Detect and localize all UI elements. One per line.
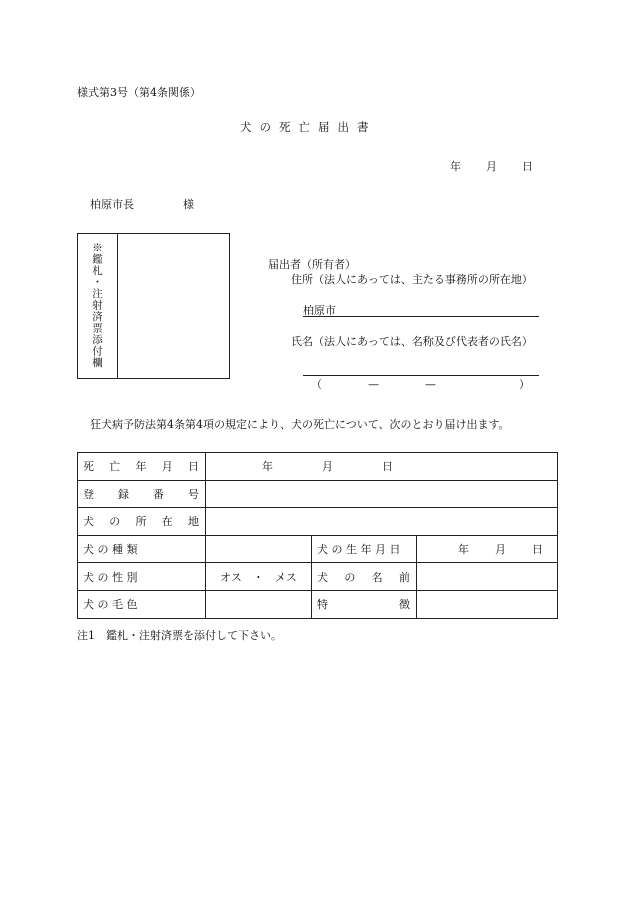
table-row: [78, 508, 558, 536]
dog-name-label: [312, 563, 417, 591]
stamp-box-label-text: ※鑑札・注射済票添付欄: [91, 242, 103, 369]
death-day-unit: 日: [382, 460, 393, 473]
dog-name-value[interactable]: [417, 563, 558, 591]
name-underline[interactable]: [303, 375, 539, 376]
dog-location-value[interactable]: [206, 508, 558, 536]
label-char: 死: [83, 460, 94, 474]
birth-year-unit: 年: [458, 542, 469, 556]
death-year-unit: 年: [262, 460, 273, 473]
date-day: 日: [522, 160, 533, 173]
label-char: 録: [118, 487, 129, 501]
features-value[interactable]: [417, 590, 558, 618]
label-char: 亡: [109, 460, 121, 474]
death-month-unit: 月: [322, 460, 333, 473]
label-char: の: [344, 570, 356, 584]
stamp-attachment-box: [77, 233, 230, 379]
label-char: 在: [161, 515, 173, 529]
label-char: 前: [398, 570, 410, 584]
label-char: 号: [188, 487, 199, 501]
label-char: 徴: [399, 598, 410, 612]
applicant-address-value[interactable]: 柏原市: [303, 304, 336, 317]
applicant-address-label: 住所（法人にあっては、主たる事務所の所在地）: [291, 273, 533, 286]
phone-open-paren: （: [311, 378, 322, 391]
table-row: [78, 563, 558, 591]
label-char: 日: [188, 460, 199, 474]
birthdate-label: 犬 の 生 年 月 日: [312, 535, 417, 563]
coat-color-label: 犬 の 毛 色: [78, 590, 206, 618]
coat-color-value[interactable]: [206, 590, 312, 618]
features-label: [312, 590, 417, 618]
form-number: 様式第3号（第4条関係）: [77, 86, 201, 99]
sex-value[interactable]: オス ・ メス: [206, 563, 312, 591]
date-month: 月: [486, 160, 497, 173]
phone-dash-2: —: [425, 378, 436, 391]
addressee-honorific: 様: [183, 198, 194, 211]
dog-details-table: [77, 452, 558, 619]
birth-month-unit: 月: [495, 542, 506, 556]
birthdate-value[interactable]: [417, 535, 558, 563]
label-char: の: [109, 515, 121, 529]
label-char: 年: [135, 460, 147, 474]
statement-text: 狂犬病予防法第4条第4項の規定により、犬の死亡について、次のとおり届け出ます。: [90, 418, 510, 431]
table-row: [78, 480, 558, 508]
table-row: [78, 590, 558, 618]
death-date-label: [78, 453, 206, 481]
breed-value[interactable]: [206, 535, 312, 563]
phone-close-paren: ）: [519, 378, 530, 391]
footnote: 注1 鑑札・注射済票を添付して下さい。: [77, 629, 282, 642]
breed-label: 犬 の 種 類: [78, 535, 206, 563]
label-char: 登: [83, 487, 94, 501]
registration-number-label: [78, 480, 206, 508]
registration-number-value[interactable]: [206, 480, 558, 508]
dog-location-label: [78, 508, 206, 536]
table-row: [78, 535, 558, 563]
label-char: 犬: [83, 515, 94, 529]
death-date-value[interactable]: [206, 453, 558, 481]
label-char: 所: [135, 515, 147, 529]
document-title: 犬の死亡届出書: [240, 120, 377, 134]
phone-dash-1: —: [368, 378, 379, 391]
label-char: 番: [153, 487, 164, 501]
label-char: 特: [317, 598, 328, 612]
address-underline: [303, 316, 539, 317]
birth-day-unit: 日: [532, 542, 543, 556]
label-char: 犬: [317, 570, 328, 584]
table-row: [78, 453, 558, 481]
label-char: 月: [161, 460, 173, 474]
stamp-box-label: [78, 234, 118, 378]
date-year: 年: [450, 160, 461, 173]
label-char: 名: [371, 570, 383, 584]
applicant-heading: 届出者（所有者）: [268, 258, 356, 271]
addressee-mayor: 柏原市長: [90, 198, 134, 211]
sex-label: 犬 の 性 別: [78, 563, 206, 591]
label-char: 地: [188, 515, 199, 529]
applicant-name-label: 氏名（法人にあっては、名称及び代表者の氏名）: [291, 335, 533, 348]
